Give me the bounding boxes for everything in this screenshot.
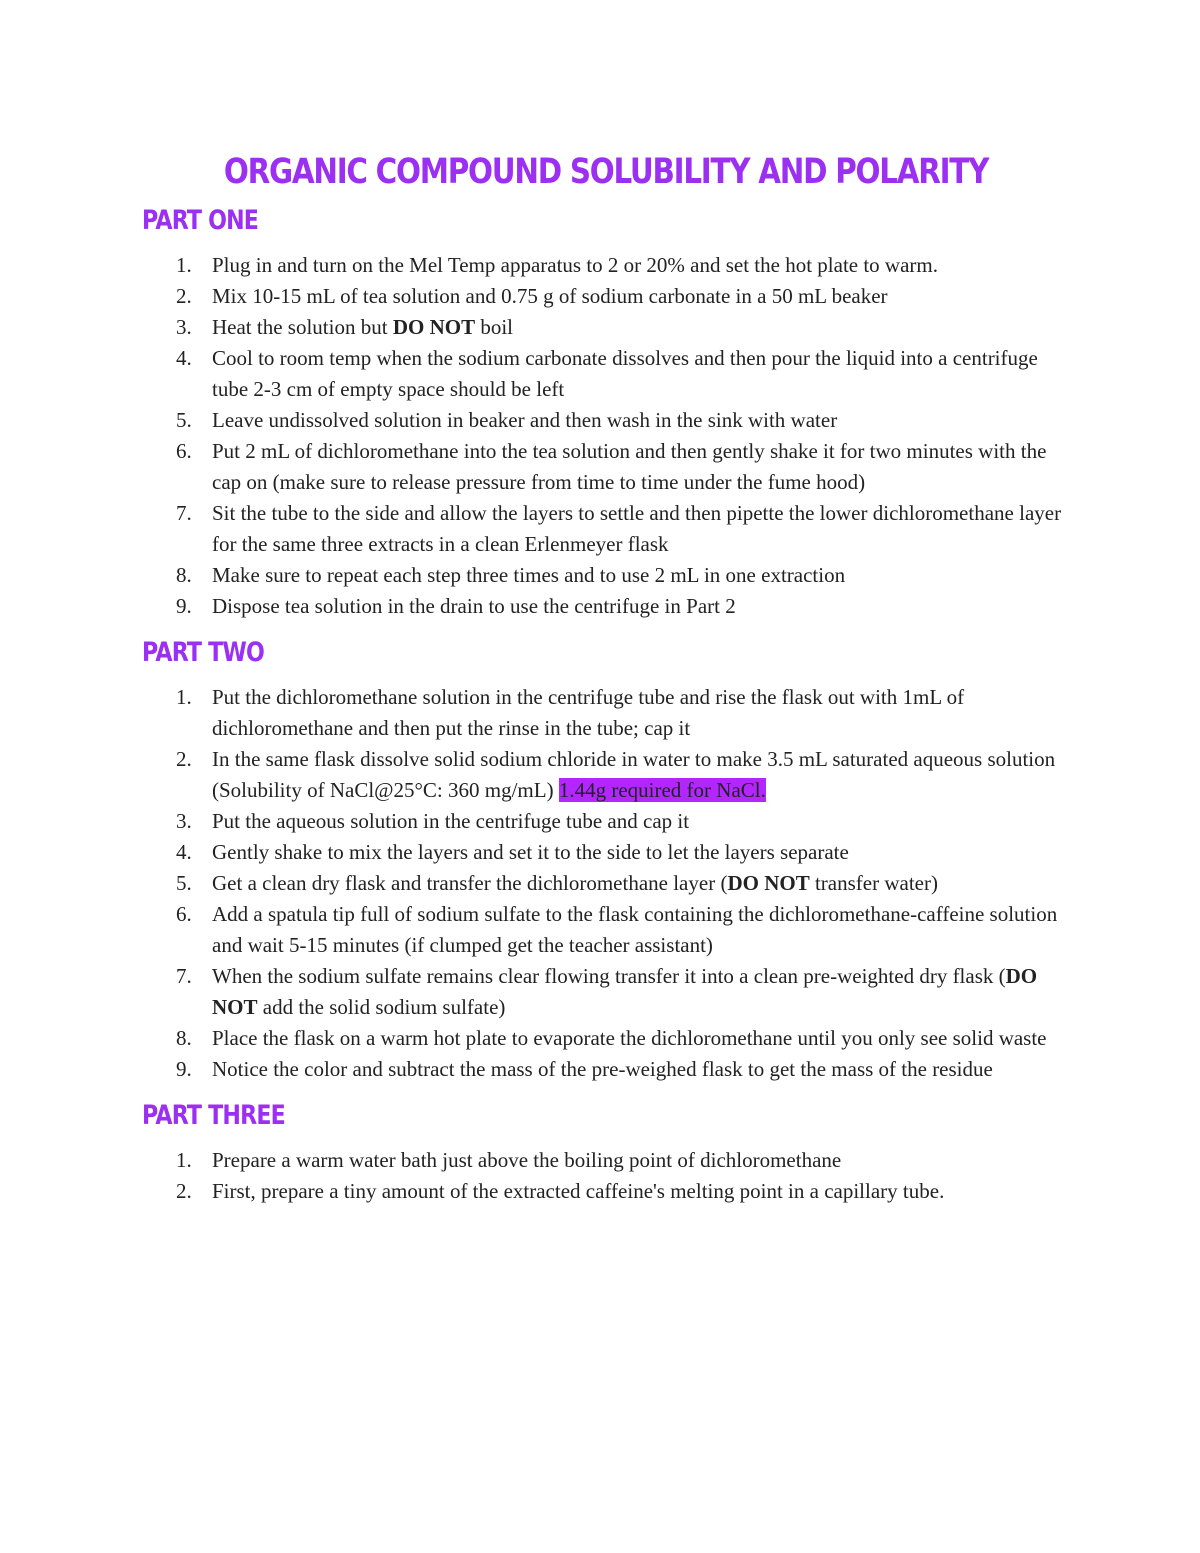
step-item [142, 744, 1070, 806]
step-text: Leave undissolved solution in beaker and then wash in the sink with water [212, 408, 838, 432]
part-two-heading: PART TWO [142, 637, 264, 668]
step-item [142, 1023, 1070, 1054]
highlighted-note: 1.44g required for NaCl. [558, 778, 766, 802]
step-text: Plug in and turn on the Mel Temp apparatus to 2 or 20% and set the hot plate to warm. [212, 253, 938, 277]
step-number: 6. [176, 439, 192, 463]
step-text: Make sure to repeat each step three times and to use 2 mL in one extraction [212, 563, 846, 587]
step-text: Notice the color and subtract the mass of the pre-weighed flask to get the mass of the residue [212, 1057, 993, 1081]
step-item [142, 498, 1070, 560]
step-item [142, 899, 1070, 961]
step-text: Put the aqueous solution in the centrifuge tube and cap it [212, 809, 690, 833]
part-three-heading: PART THREE [142, 1100, 285, 1131]
step-item [142, 405, 1070, 436]
step-number: 9. [176, 1057, 192, 1081]
step-number: 5. [176, 871, 192, 895]
step-text: Prepare a warm water bath just above the boiling point of dichloromethane [212, 1148, 842, 1172]
step-item [142, 1145, 1070, 1176]
step-number: 4. [176, 840, 192, 864]
step-text: Mix 10-15 mL of tea solution and 0.75 g of sodium carbonate in a 50 mL beaker [212, 284, 888, 308]
part-one-heading: PART ONE [142, 205, 259, 236]
step-number: 1. [176, 253, 192, 277]
step-number: 5. [176, 408, 192, 432]
step-number: 8. [176, 1026, 192, 1050]
step-item [142, 837, 1070, 868]
step-text: Heat the solution but [212, 315, 393, 339]
step-number: 7. [176, 501, 192, 525]
step-item [142, 281, 1070, 312]
step-text: When the sodium sulfate remains clear flowing transfer it into a clean pre-weighted dry flask ( [212, 964, 1006, 988]
step-item [142, 806, 1070, 837]
step-number: 1. [176, 685, 192, 709]
part-one-steps [142, 250, 1070, 622]
step-item [142, 961, 1070, 1023]
step-number: 3. [176, 315, 192, 339]
step-text: boil [475, 315, 513, 339]
step-item [142, 1176, 1070, 1207]
step-item [142, 560, 1070, 591]
step-number: 2. [176, 1179, 192, 1203]
step-item [142, 591, 1070, 622]
part-two-steps [142, 682, 1070, 1085]
step-item [142, 868, 1070, 899]
step-emphasis: DO NOT [212, 964, 1038, 1019]
step-number: 7. [176, 964, 192, 988]
step-text: Put the dichloromethane solution in the centrifuge tube and rise the flask out with 1mL of dichloromethane and then put the rinse in the tube; cap it [212, 685, 965, 740]
step-text: Dispose tea solution in the drain to use the centrifuge in Part 2 [212, 594, 736, 618]
step-item [142, 250, 1070, 281]
step-text: Gently shake to mix the layers and set it to the side to let the layers separate [212, 840, 849, 864]
step-emphasis: DO NOT [727, 871, 810, 895]
step-text: Get a clean dry flask and transfer the dichloromethane layer ( [212, 871, 728, 895]
step-number: 8. [176, 563, 192, 587]
step-text: Cool to room temp when the sodium carbonate dissolves and then pour the liquid into a centrifuge tube 2-3 cm of empty space should be left [212, 346, 1038, 401]
step-item [142, 312, 1070, 343]
step-number: 4. [176, 346, 192, 370]
step-number: 6. [176, 902, 192, 926]
step-number: 9. [176, 594, 192, 618]
step-number: 2. [176, 747, 192, 771]
part-three-steps [142, 1145, 1070, 1207]
step-text: Place the flask on a warm hot plate to evaporate the dichloromethane until you only see solid waste [212, 1026, 1047, 1050]
step-text: add the solid sodium sulfate) [257, 995, 506, 1019]
step-item [142, 436, 1070, 498]
step-number: 2. [176, 284, 192, 308]
step-item [142, 1054, 1070, 1085]
step-text: First, prepare a tiny amount of the extracted caffeine's melting point in a capillary tube. [212, 1179, 945, 1203]
step-text: Add a spatula tip full of sodium sulfate to the flask containing the dichloromethane-caffeine solution and wait 5-15 minutes (if clumped get the teacher assistant) [212, 902, 1058, 957]
step-text: Put 2 mL of dichloromethane into the tea solution and then gently shake it for two minutes with the cap on (make sure to release pressure from time to time under the fume hood) [212, 439, 1047, 494]
step-text: transfer water) [809, 871, 938, 895]
step-number: 3. [176, 809, 192, 833]
step-emphasis: DO NOT [392, 315, 476, 339]
step-number: 1. [176, 1148, 192, 1172]
step-text: Sit the tube to the side and allow the layers to settle and then pipette the lower dichloromethane layer for the same three extracts in a clean Erlenmeyer flask [212, 501, 1062, 556]
step-text: In the same flask dissolve solid sodium chloride in water to make 3.5 mL saturated aqueous solution (Solubility of NaCl@25°C: 360 mg/mL) [212, 747, 1056, 802]
step-item [142, 343, 1070, 405]
step-item [142, 682, 1070, 744]
document-title: ORGANIC COMPOUND SOLUBILITY AND POLARITY [223, 152, 989, 192]
